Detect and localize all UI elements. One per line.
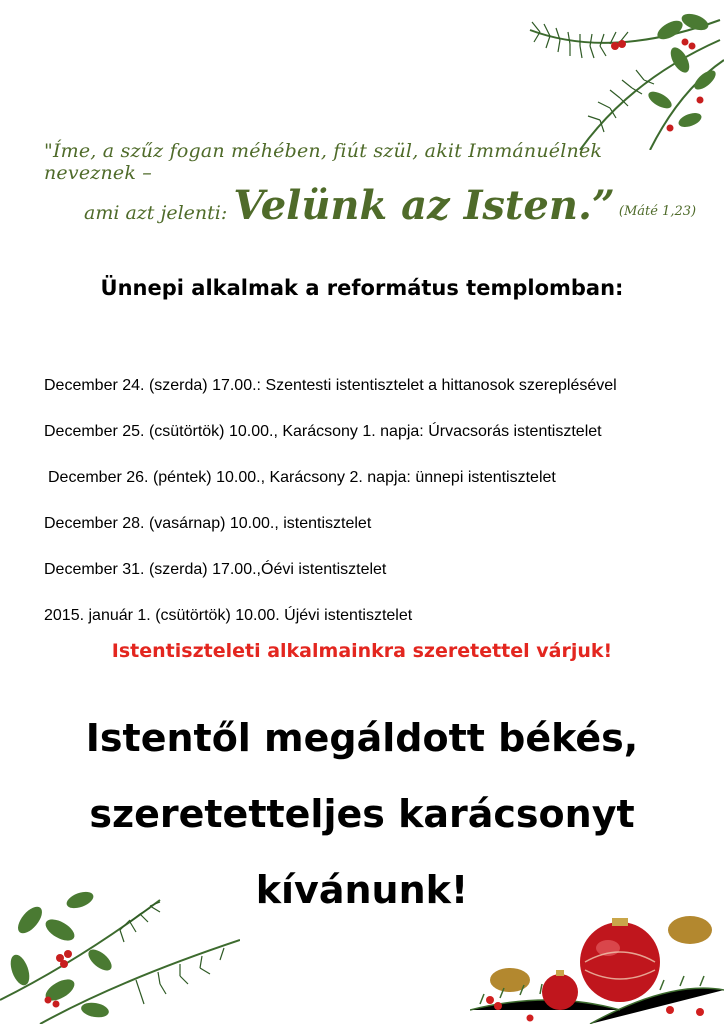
bible-quote-line2 [84,182,704,229]
event-item: December 24. (szerda) 17.00.: Szentesti istentisztelet a hittanosok szereplésével [44,377,617,394]
wish-line2: szeretetteljes karácsonyt [89,792,635,836]
pine-branch-top-right-decoration [520,0,724,150]
holly-branch-bottom-left-decoration [0,880,240,1024]
event-item: December 28. (vasárnap) 10.00., istentisztelet [44,515,372,532]
wish-line1: Istentől megáldott békés, [85,716,639,760]
event-list [44,368,704,644]
bible-quote-line1: "Íme, a szűz fogan méhében, fiút szül, akit Immánuélnek neveznek – [44,140,603,184]
event-item: December 25. (csütörtök) 10.00., Karácsony 1. napja: Úrvacsorás istentisztelet [44,423,602,440]
event-item: December 26. (péntek) 10.00., Karácsony 2. napja: ünnepi istentisztelet [48,469,556,486]
page-heading: Ünnepi alkalmak a református templomban: [100,276,624,300]
wish-line3: kívánunk! [255,868,469,912]
quote-prefix: ami azt jelenti: [84,202,234,224]
event-item: December 31. (szerda) 17.00.,Óévi istentisztelet [44,561,387,578]
event-item: 2015. január 1. (csütörtök) 10.00. Újévi istentisztelet [44,607,413,624]
quote-emphasis: Velünk az Isten.” [233,182,615,229]
invitation-text: Istentiszteleti alkalmainkra szeretettel várjuk! [111,640,613,662]
quote-reference: (Máté 1,23) [618,204,697,219]
christmas-ornaments-bottom-right-decoration [470,900,724,1024]
